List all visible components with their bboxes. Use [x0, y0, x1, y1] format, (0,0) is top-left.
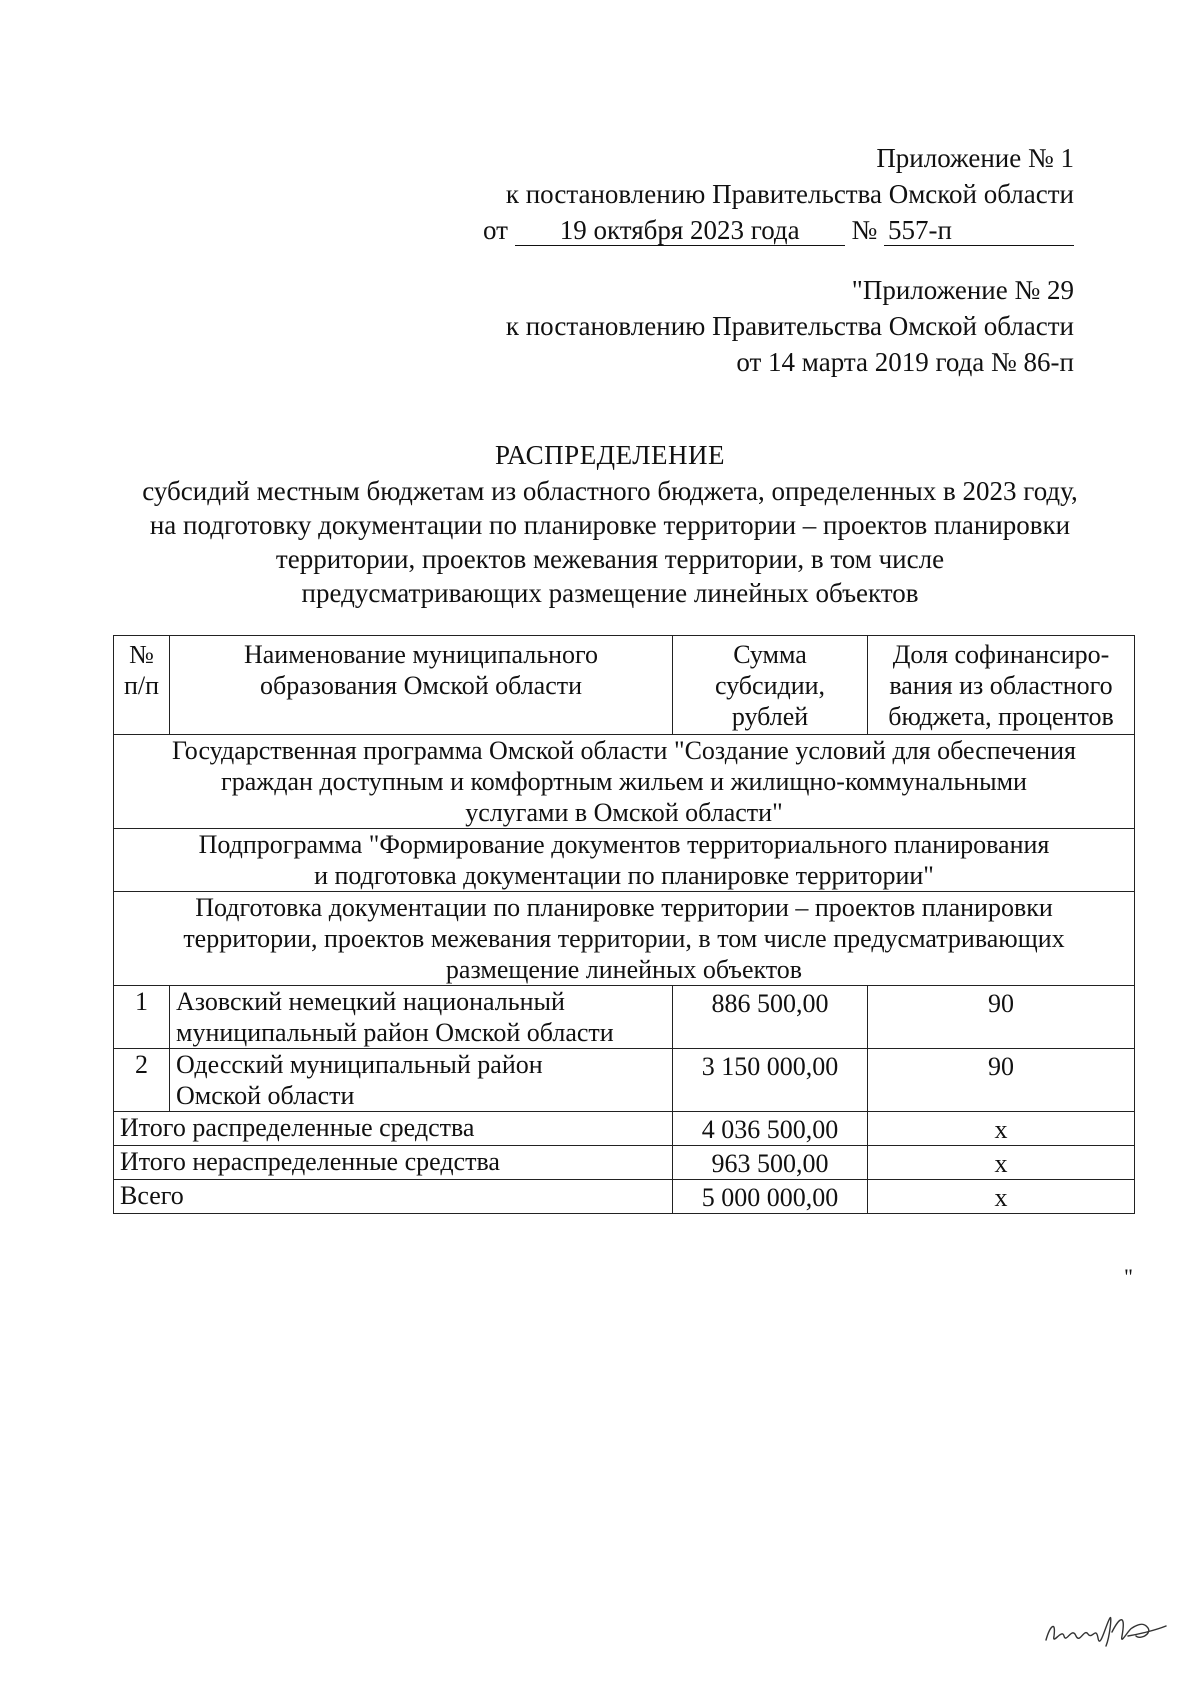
row-subsidy-sum: 886 500,00 — [673, 986, 868, 1049]
header-text: Сумма — [733, 640, 807, 669]
header-text: образования Омской области — [259, 671, 583, 700]
annex-1-number-label: № — [851, 215, 878, 245]
row-subsidy-sum: 3 150 000,00 — [673, 1049, 868, 1112]
annex-1-resolution-line: к постановлению Правительства Омской области — [505, 179, 1074, 209]
subprogram-row — [114, 829, 1135, 892]
annex-29-title: "Приложение № 29 — [851, 275, 1074, 305]
row-number: 1 — [114, 986, 170, 1049]
handwritten-signature-icon — [1040, 1606, 1172, 1654]
municipality-text: Омской области — [176, 1081, 355, 1110]
header-text: Наименование муниципального — [243, 640, 599, 669]
subtitle-line: предусматривающих размещение линейных объектов — [301, 578, 919, 608]
total-label: Всего — [114, 1180, 673, 1214]
table-row — [114, 1049, 1135, 1112]
municipality-text: Одесский муниципальный район — [176, 1050, 543, 1079]
activity-cell — [114, 892, 1135, 986]
annex-1-title: Приложение № 1 — [876, 143, 1074, 173]
row-cofinancing-share: 90 — [868, 986, 1135, 1049]
total-label: Итого нераспределенные средства — [114, 1146, 673, 1180]
annex-29-date-line: от 14 марта 2019 года № 86-п — [736, 347, 1074, 377]
subtitle-line: территории, проектов межевания территории, в том числе — [275, 544, 945, 574]
table-row — [114, 986, 1135, 1049]
document-title: РАСПРЕДЕЛЕНИЕ — [494, 440, 726, 470]
header-text: Доля софинансиро- — [892, 640, 1110, 669]
program-text: Государственная программа Омской области "Создание условий для обеспечения — [172, 736, 1076, 765]
subsidy-distribution-table — [113, 635, 1135, 1214]
header-text: п/п — [123, 671, 160, 700]
annex-1-from-label: от — [483, 215, 508, 245]
total-row — [114, 1146, 1135, 1180]
total-share: x — [868, 1112, 1135, 1146]
row-municipality — [170, 986, 673, 1049]
program-row — [114, 735, 1135, 829]
header-text: бюджета, процентов — [888, 702, 1114, 731]
program-text: граждан доступным и комфортным жильем и жилищно-коммунальными — [221, 767, 1027, 796]
header-text: № — [129, 640, 154, 669]
municipality-text: муниципальный район Омской области — [176, 1018, 614, 1047]
municipality-text: Азовский немецкий национальный — [176, 987, 565, 1016]
subprogram-cell — [114, 829, 1135, 892]
subtitle-line: субсидий местным бюджетам из областного бюджета, определенных в 2023 году, — [142, 476, 1078, 506]
total-sum: 5 000 000,00 — [673, 1180, 868, 1214]
closing-quote: " — [1124, 1264, 1133, 1289]
program-cell — [114, 735, 1135, 829]
row-number: 2 — [114, 1049, 170, 1112]
header-number — [114, 636, 170, 735]
program-text: услугами в Омской области" — [465, 798, 783, 827]
total-share: x — [868, 1146, 1135, 1180]
total-sum: 4 036 500,00 — [673, 1112, 868, 1146]
total-sum: 963 500,00 — [673, 1146, 868, 1180]
subprogram-text: Подпрограмма "Формирование документов территориального планирования — [198, 830, 1050, 859]
annex-1-number: 557-п — [884, 215, 1074, 246]
annex-1-date: 19 октября 2023 года — [515, 215, 845, 246]
table-header-row — [114, 636, 1135, 735]
signature-stroke — [1046, 1618, 1166, 1646]
header-text: вания из областного — [889, 671, 1113, 700]
row-cofinancing-share: 90 — [868, 1049, 1135, 1112]
annex-1-date-line — [483, 212, 1074, 248]
header-text: рублей — [731, 702, 809, 731]
total-row — [114, 1112, 1135, 1146]
header-text: субсидии, — [714, 671, 826, 700]
document-subtitle — [110, 474, 1110, 610]
annex-29-block — [506, 272, 1074, 380]
activity-text: Подготовка документации по планировке территории – проектов планировки — [195, 893, 1053, 922]
header-municipality — [170, 636, 673, 735]
total-row — [114, 1180, 1135, 1214]
header-subsidy-sum — [673, 636, 868, 735]
activity-row — [114, 892, 1135, 986]
annex-29-resolution-line: к постановлению Правительства Омской области — [505, 311, 1074, 341]
header-cofinancing-share — [868, 636, 1135, 735]
total-label: Итого распределенные средства — [114, 1112, 673, 1146]
subprogram-text: и подготовка документации по планировке территории" — [314, 861, 934, 890]
annex-1-block — [483, 140, 1074, 248]
total-share: x — [868, 1180, 1135, 1214]
subtitle-line: на подготовку документации по планировке территории – проектов планировки — [149, 510, 1071, 540]
activity-text: территории, проектов межевания территории, в том числе предусматривающих — [183, 924, 1065, 953]
activity-text: размещение линейных объектов — [445, 955, 803, 984]
row-municipality — [170, 1049, 673, 1112]
